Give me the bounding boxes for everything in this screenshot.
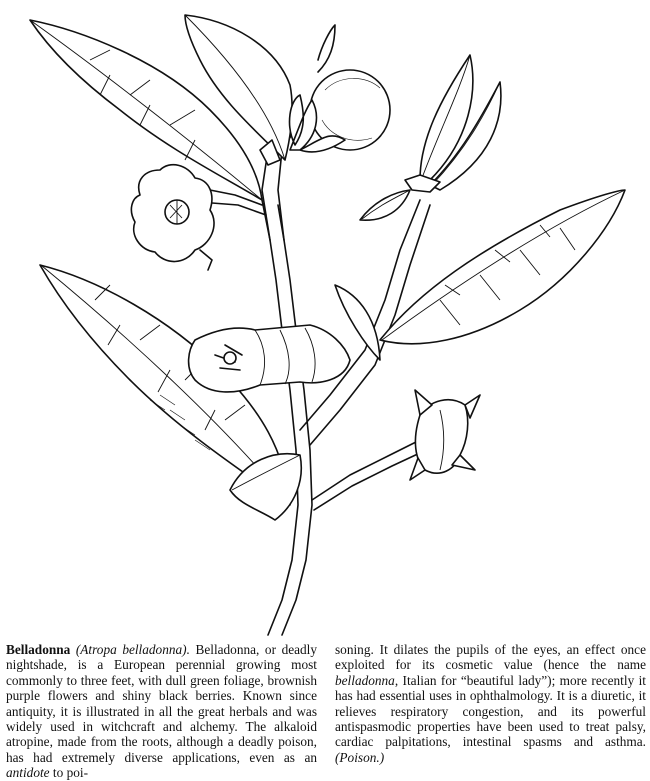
flower-upper-left [131,165,214,270]
caption-right-text-1: soning. It dilates the pupils of the eyes, an effect once exploited for its cosmetic value (hence the name [335,642,646,673]
caption-right-text-2: , Italian for “beautiful lady”); more recently it has had essential uses in ophthalmology. It is a diuretic, it relieves respiratory congestion, and its powerful antispasmodic properties have been used to treat palsy, cardiac palpitations, intestinal spasms and asthma. [335,672,646,750]
caption-left-end: to poi- [49,765,89,781]
caption-left-column [6,642,318,781]
leaf-large-right [380,190,625,344]
main-stem [262,200,312,635]
caption [6,642,646,781]
caption-latin-name: (Atropa belladonna). [75,642,190,657]
lower-branch [312,440,422,510]
flower-trumpet-middle [189,325,350,392]
caption-title: Belladonna [6,642,71,657]
caption-poison-note: (Poison.) [335,749,385,765]
caption-antidote: antidote [6,765,50,781]
leaf-small-mid [360,190,410,220]
caption-belladonna-word: belladonna [335,672,395,688]
flower-lower-right [410,390,480,480]
caption-right-column [335,642,646,776]
caption-left-text: Belladonna, or deadly nightshade, is a European perennial growing most commonly to three feet, with dull green foliage, brownish purple flowers and shiny black berries. Known since antiquity, it is illustrated in all the great herbals and was widely used in witchcraft and alchemy. The alkaloid atropine, made from the roots, although a deadly poison, has had extremely diverse applications, even as an [6,642,318,765]
